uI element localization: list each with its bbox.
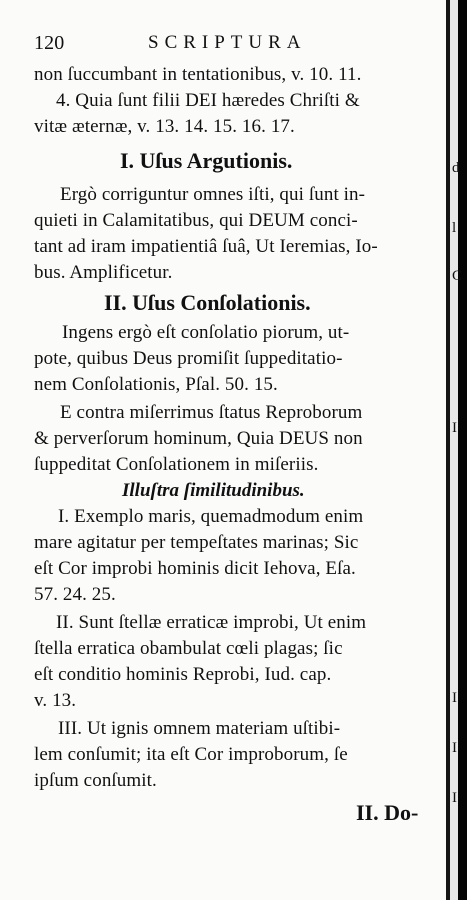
text-line: eſt Cor improbi hominis dicit Iehova, Eſa. [34, 558, 356, 579]
text-line: II. Sunt ſtellæ erraticæ improbi, Ut enim [56, 612, 367, 633]
text-line: v. 13. [34, 690, 77, 711]
text-line: Ergò corriguntur omnes iſti, qui ſunt in- [60, 184, 366, 205]
text-line: quieti in Calamitatibus, qui DEUM conci- [34, 210, 358, 231]
text-line: tant ad iram impatientiâ ſuâ, Ut Ieremias, Io- [34, 236, 378, 257]
text-line: E contra miſerrimus ſtatus Reproborum [60, 402, 363, 423]
text-line: III. Ut ignis omnem materiam uſtibi- [58, 718, 341, 739]
text-line: eſt conditio hominis Reprobi, Iud. cap. [34, 664, 332, 685]
text-line: ipſum conſumit. [34, 770, 157, 791]
text-line: vitæ æternæ, v. 13. 14. 15. 16. 17. [34, 116, 295, 137]
text-line: non ſuccumbant in tentationibus, v. 10. 11. [34, 64, 362, 85]
section-heading: II. Uſus Conſolationis. [104, 290, 311, 315]
text-line: pote, quibus Deus promiſit ſuppeditatio- [34, 348, 343, 369]
facing-page-letter: I [452, 420, 457, 436]
facing-page-edge [450, 0, 458, 900]
text-line: Ingens ergò eſt conſolatio piorum, ut- [62, 322, 350, 343]
subheading: Illuſtra ſimilitudinibus. [122, 480, 305, 501]
facing-page-letter: I [452, 740, 457, 756]
page-number: 120 [34, 32, 65, 54]
binding-shadow [458, 0, 467, 900]
facing-page-letter: l [452, 220, 457, 236]
facing-page-letter: I [452, 690, 457, 706]
facing-page-letter: d [452, 160, 460, 176]
text-line: bus. Amplificetur. [34, 262, 173, 283]
text-line: ſuppeditat Conſolationem in miſeriis. [34, 454, 319, 475]
text-line: 4. Quia ſunt filii DEI hæredes Chriſti & [56, 90, 360, 111]
text-line: lem conſumit; ita eſt Cor improborum, ſe [34, 744, 348, 765]
facing-page-letter: I [452, 790, 457, 806]
text-line: mare agitatur per tempeſtates marinas; Sic [34, 532, 359, 553]
facing-page-letter: C [452, 268, 463, 284]
running-title: SCRIPTURA [148, 32, 307, 53]
text-line: 57. 24. 25. [34, 584, 116, 605]
catchword: II. Do- [356, 800, 419, 825]
text-line: ſtella erratica obambulat cœli plagas; ſic [34, 638, 343, 659]
section-heading: I. Uſus Argutionis. [120, 148, 293, 173]
text-line: I. Exemplo maris, quemadmodum enim [58, 506, 364, 527]
text-line: nem Conſolationis, Pſal. 50. 15. [34, 374, 278, 395]
text-line: & perverſorum hominum, Quia DEUS non [34, 428, 363, 449]
